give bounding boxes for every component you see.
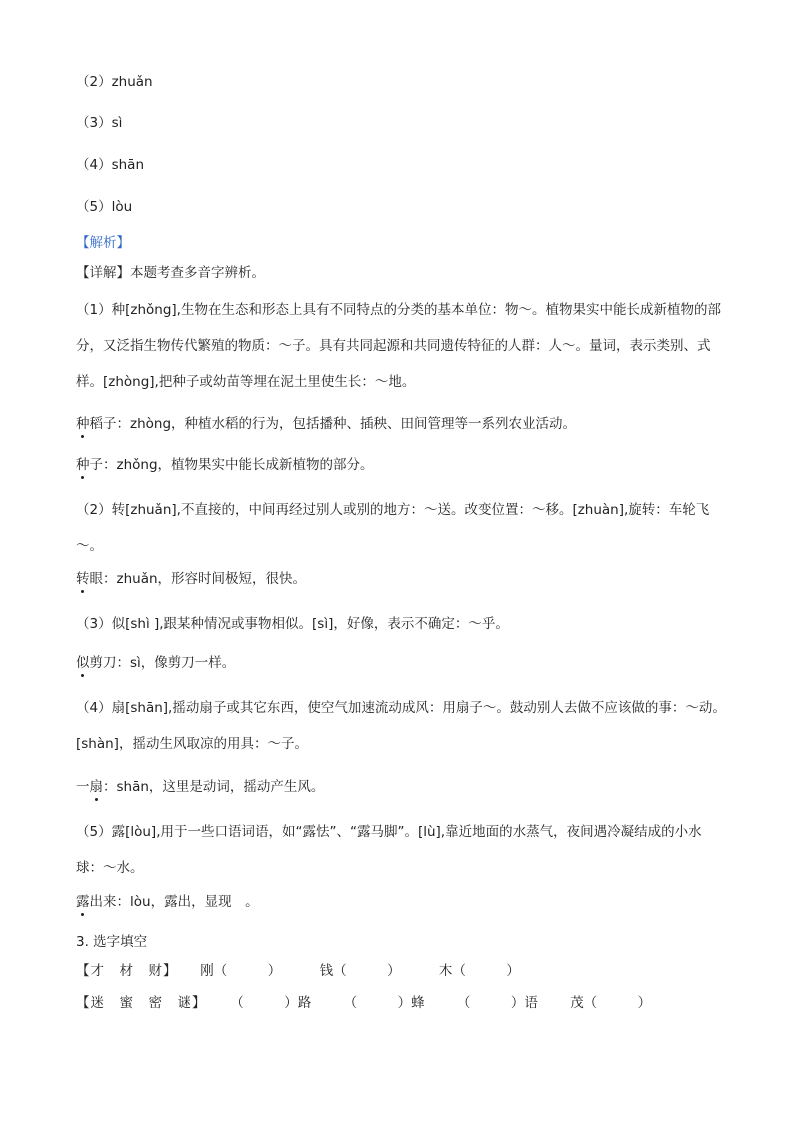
- q3-row-2-item-3[interactable]: （ ）语: [456, 995, 538, 1011]
- section-4-para: [76, 690, 726, 762]
- emphasis-char: 似: [76, 655, 90, 671]
- q3-row-2-item-4[interactable]: 茂（ ）: [570, 995, 652, 1011]
- answer-3: （3）sì: [76, 115, 123, 131]
- section-4-example-1: [76, 777, 324, 797]
- section-1-para: [76, 292, 726, 400]
- section-2-text: （2）转[zhuǎn],不直接的，中间再经过别人或别的地方：～送。改变位置：～移。[zhuàn],旋转：车轮飞～。: [76, 502, 710, 554]
- q3-row-2: [76, 993, 651, 1013]
- q3-row-2-item-1[interactable]: （ ）路: [230, 995, 312, 1011]
- example-text: 出来：lòu，露出，显现 。: [89, 894, 259, 910]
- section-1-example-1: [76, 414, 576, 434]
- section-5-example-1: [76, 892, 259, 912]
- emphasis-char: 转: [76, 571, 90, 587]
- answer-2: （2）zhuǎn: [76, 74, 153, 90]
- emphasis-char: 露: [76, 894, 90, 910]
- example-text: 稻子：zhòng，种植水稻的行为，包括播种、插秧、田间管理等一系列农业活动。: [89, 416, 577, 432]
- section-2-example-1: [76, 569, 306, 589]
- emphasis-char: 种: [76, 457, 90, 473]
- section-4-text: （4）扇[shān],摇动扇子或其它东西，使空气加速流动成风：用扇子～。鼓动别人去做不应该做的事：～动。[shàn]，摇动生风取凉的用具：～子。: [76, 700, 726, 752]
- section-3-example-1: [76, 653, 235, 673]
- q3-row-1: [76, 961, 554, 981]
- answer-4: （4）shān: [76, 157, 145, 173]
- q3-row-1-item-1[interactable]: 刚（ ）: [200, 963, 282, 979]
- section-3-para: [76, 606, 726, 642]
- q3-title: 3. 选字填空: [76, 934, 148, 950]
- example-text: 眼：zhuǎn，形容时间极短，很快。: [89, 571, 307, 587]
- xiangjie-line: 【详解】本题考查多音字辨析。: [76, 265, 265, 281]
- q3-row-2-item-2[interactable]: （ ）蜂: [343, 995, 425, 1011]
- example-text: 子：zhǒng，植物果实中能长成新植物的部分。: [89, 457, 374, 473]
- section-1-example-2: [76, 455, 374, 475]
- section-5-text: （5）露[lòu],用于一些口语词语，如“露怯”、“露马脚”。[lù],靠近地面的水蒸气，夜间遇冷凝结成的小水球：～水。: [76, 824, 702, 876]
- example-pre: 一: [76, 779, 90, 795]
- section-1-text: （1）种[zhǒng],生物在生态和形态上具有不同特点的分类的基本单位：物～。植物果实中能长成新植物的部分，又泛指生物传代繁殖的物质：～子。具有共同起源和共同遗传特征的人群：人～。量词，表示类别、式样。[zhòng],把种子或幼苗等埋在泥土里使生长：～地。: [76, 302, 721, 390]
- q3-row-2-label: 【迷 蜜 密 谜】: [76, 995, 207, 1011]
- example-text: ：shān，这里是动词，摇动产生风。: [103, 779, 325, 795]
- section-3-text: （3）似[shì ],跟某种情况或事物相似。[sì]，好像，表示不确定：～乎。: [76, 616, 509, 632]
- example-text: 剪刀：sì，像剪刀一样。: [89, 655, 236, 671]
- section-2-para: [76, 492, 726, 564]
- q3-row-1-item-2[interactable]: 钱（ ）: [319, 963, 401, 979]
- q3-row-1-label: 【才 材 财】: [76, 963, 178, 979]
- q3-row-1-item-3[interactable]: 木（ ）: [438, 963, 520, 979]
- emphasis-char: 扇: [89, 779, 103, 795]
- answer-5: （5）lòu: [76, 199, 133, 215]
- section-5-para: [76, 814, 726, 886]
- jiexi-label: 【解析】: [76, 235, 130, 251]
- emphasis-char: 种: [76, 416, 90, 432]
